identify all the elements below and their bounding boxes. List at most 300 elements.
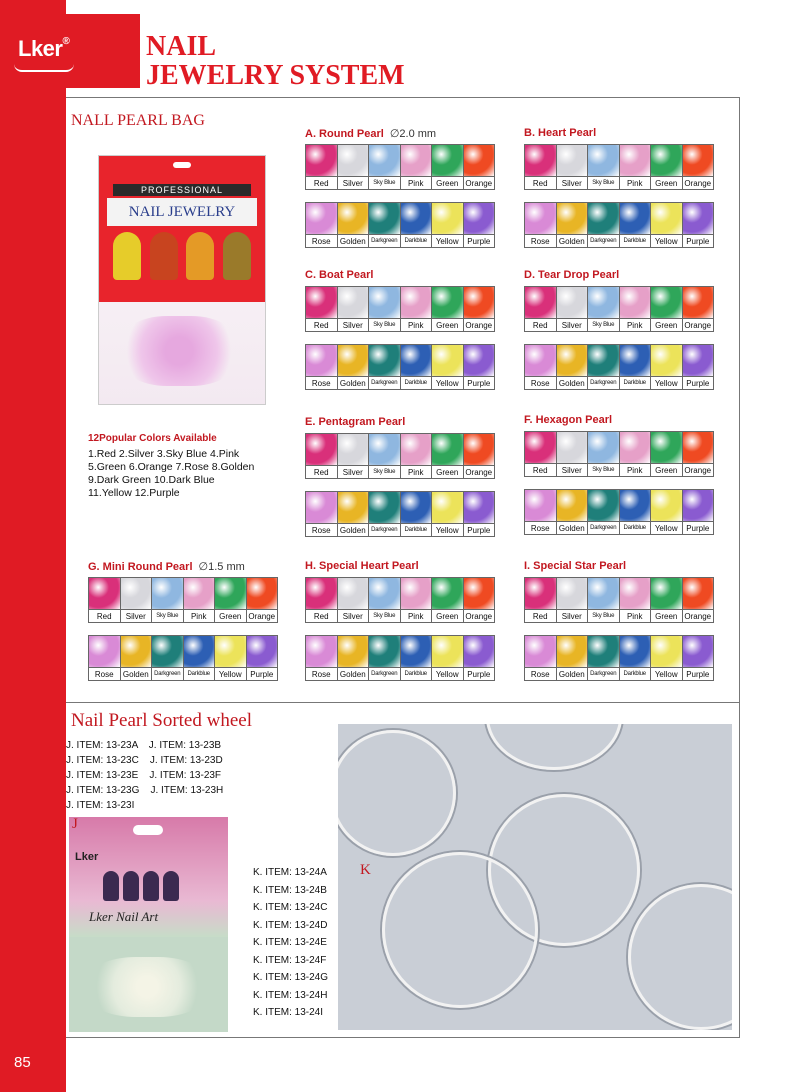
pearl-swatch — [401, 578, 432, 609]
pearl-swatch — [651, 578, 682, 609]
swatch-label: Red — [306, 176, 337, 189]
swatch-label: Pink — [620, 176, 651, 189]
swatch-cell — [464, 203, 495, 247]
pearl-group-title — [524, 269, 619, 281]
pearl-group-name: B. Heart Pearl — [524, 127, 597, 139]
swatch-cell — [620, 203, 652, 247]
pearl-swatch — [464, 492, 495, 523]
pearl-swatch — [432, 434, 463, 465]
swatch-label: Silver — [121, 609, 152, 622]
swatch-label: Silver — [557, 176, 588, 189]
registered-mark: ® — [62, 36, 70, 47]
pearl-swatch — [620, 145, 651, 176]
pearl-swatch — [306, 578, 337, 609]
swatch-label: Red — [525, 609, 556, 622]
pearl-swatch — [683, 490, 714, 521]
pearl-group-name: F. Hexagon Pearl — [524, 414, 613, 426]
section-title-sorted-wheel: Nail Pearl Sorted wheel — [71, 710, 252, 731]
swatch-cell — [306, 287, 338, 331]
swatch-label: Purple — [464, 523, 495, 536]
swatch-row — [88, 577, 278, 623]
swatch-label: Darkblue — [401, 376, 432, 389]
pearl-swatch — [401, 345, 432, 376]
swatch-cell — [432, 492, 464, 536]
pearl-beads-image — [119, 316, 239, 386]
swatch-cell — [525, 203, 557, 247]
swatch-label: Green — [432, 176, 463, 189]
swatch-cell — [306, 145, 338, 189]
swatch-label: Purple — [464, 667, 495, 680]
pearl-swatch — [338, 492, 369, 523]
package-badge: PROFESSIONAL — [113, 184, 251, 196]
pearl-swatch — [525, 490, 556, 521]
pearl-swatch — [651, 145, 682, 176]
swatch-cell — [369, 203, 401, 247]
swatch-label: Purple — [464, 234, 495, 247]
swatch-cell — [184, 578, 216, 622]
swatch-cell — [557, 636, 589, 680]
pearl-swatch — [306, 434, 337, 465]
swatch-cell — [338, 434, 370, 478]
swatch-label: Yellow — [432, 523, 463, 536]
colors-note-line: 11.Yellow 12.Purple — [88, 487, 180, 499]
swatch-cell — [651, 490, 683, 534]
swatch-cell — [525, 345, 557, 389]
swatch-label: Green — [432, 609, 463, 622]
pearl-swatch — [651, 287, 682, 318]
swatch-label: Yellow — [432, 234, 463, 247]
pearl-swatch — [683, 636, 714, 667]
swatch-label: Orange — [683, 463, 714, 476]
pearl-swatch — [152, 578, 183, 609]
swatch-label: Sky Blue — [369, 318, 400, 331]
pearl-swatch — [620, 490, 651, 521]
swatch-label: Golden — [338, 234, 369, 247]
swatch-cell — [369, 434, 401, 478]
swatch-cell — [306, 203, 338, 247]
pearl-swatch — [306, 345, 337, 376]
pearl-swatch — [557, 145, 588, 176]
swatch-cell — [215, 578, 247, 622]
swatch-cell — [525, 145, 557, 189]
pearl-swatch — [338, 345, 369, 376]
pearl-group-title — [524, 127, 596, 139]
swatch-label: Red — [89, 609, 120, 622]
swatch-cell — [89, 578, 121, 622]
swatch-cell — [152, 636, 184, 680]
pearl-swatch — [89, 636, 120, 667]
pearl-swatch — [432, 145, 463, 176]
swatch-cell — [651, 345, 683, 389]
swatch-cell — [369, 636, 401, 680]
swatch-cell — [588, 345, 620, 389]
swatch-label: Rose — [525, 667, 556, 680]
swatch-label: Purple — [683, 521, 714, 534]
swatch-label: Rose — [306, 667, 337, 680]
pearl-group-name: D. Tear Drop Pearl — [524, 269, 620, 281]
pearl-swatch — [683, 345, 714, 376]
swatch-cell — [89, 636, 121, 680]
pearl-swatch — [338, 145, 369, 176]
swatch-row — [524, 577, 714, 623]
pearl-swatch — [369, 345, 400, 376]
swatch-label: Silver — [338, 176, 369, 189]
k-item-line: K. ITEM: 13-24G — [253, 972, 329, 983]
swatch-label: Purple — [683, 234, 714, 247]
pearl-swatch — [306, 203, 337, 234]
pearl-swatch — [683, 287, 714, 318]
title-line-1: NAIL — [146, 31, 217, 62]
swatch-cell — [464, 492, 495, 536]
white-pearl-beads-image — [87, 957, 207, 1017]
nail-image — [163, 871, 179, 901]
swatch-cell — [588, 145, 620, 189]
sorted-wheel-photo — [338, 724, 732, 1030]
pearl-swatch — [620, 578, 651, 609]
swatch-label: Rose — [525, 234, 556, 247]
swatch-label: Sky Blue — [369, 465, 400, 478]
pearl-swatch — [401, 636, 432, 667]
pearl-swatch — [369, 636, 400, 667]
swatch-cell — [306, 345, 338, 389]
j-item-list — [66, 738, 223, 813]
k-item-line: K. ITEM: 13-24C — [253, 902, 328, 913]
swatch-row — [524, 344, 714, 390]
swatch-row — [524, 202, 714, 248]
swatch-cell — [401, 145, 433, 189]
pearl-size: ∅1.5 mm — [198, 561, 245, 573]
pearl-swatch — [588, 345, 619, 376]
swatch-label: Rose — [306, 523, 337, 536]
swatch-cell — [588, 578, 620, 622]
nail-image — [150, 232, 178, 280]
swatch-cell — [620, 145, 652, 189]
swatch-label: Purple — [683, 667, 714, 680]
swatch-cell — [651, 203, 683, 247]
j-item-line: J. ITEM: 13-23C J. ITEM: 13-23D — [66, 755, 223, 766]
pearl-swatch — [525, 432, 556, 463]
swatch-cell — [247, 578, 278, 622]
j-package-nail-art — [103, 871, 183, 901]
swatch-cell — [620, 490, 652, 534]
swatch-cell — [338, 636, 370, 680]
swatch-row — [305, 433, 495, 479]
swatch-label: Sky Blue — [588, 463, 619, 476]
swatch-cell — [401, 287, 433, 331]
swatch-cell — [557, 287, 589, 331]
swatch-cell — [620, 345, 652, 389]
swatch-cell — [683, 203, 714, 247]
swatch-label: Purple — [247, 667, 278, 680]
swatch-label: Orange — [464, 176, 495, 189]
swatch-row — [305, 144, 495, 190]
swatch-cell — [401, 203, 433, 247]
pearl-swatch — [620, 432, 651, 463]
pearl-swatch — [401, 145, 432, 176]
swatch-label: Darkblue — [401, 667, 432, 680]
pearl-group — [524, 127, 716, 253]
swatch-cell — [651, 432, 683, 476]
pearl-swatch — [89, 578, 120, 609]
swatch-cell — [588, 490, 620, 534]
swatch-cell — [620, 432, 652, 476]
swatch-label: Orange — [683, 609, 714, 622]
swatch-cell — [620, 636, 652, 680]
swatch-cell — [683, 636, 714, 680]
hang-hole — [133, 825, 163, 835]
swatch-label: Pink — [620, 609, 651, 622]
swatch-cell — [401, 578, 433, 622]
pearl-swatch — [557, 432, 588, 463]
pearl-swatch — [184, 636, 215, 667]
swatch-cell — [338, 578, 370, 622]
pearl-swatch — [620, 345, 651, 376]
swatch-cell — [557, 345, 589, 389]
pearl-swatch — [369, 492, 400, 523]
swatch-label: Golden — [338, 523, 369, 536]
page-title — [146, 32, 405, 90]
pearl-swatch — [588, 145, 619, 176]
swatch-label: Yellow — [432, 667, 463, 680]
swatch-label: Darkgreen — [588, 376, 619, 389]
swatch-label: Purple — [464, 376, 495, 389]
pearl-swatch — [464, 434, 495, 465]
swatch-cell — [369, 578, 401, 622]
pearl-swatch — [588, 578, 619, 609]
swatch-cell — [306, 434, 338, 478]
swatch-cell — [338, 492, 370, 536]
pearl-group-name: E. Pentagram Pearl — [305, 416, 406, 428]
swatch-label: Darkblue — [620, 521, 651, 534]
swatch-label: Yellow — [215, 667, 246, 680]
swatch-cell — [683, 145, 714, 189]
j-label: J — [72, 816, 78, 832]
pearl-swatch — [306, 636, 337, 667]
swatch-label: Rose — [306, 376, 337, 389]
pearl-swatch — [464, 578, 495, 609]
pearl-swatch — [401, 492, 432, 523]
pearl-swatch — [464, 203, 495, 234]
pearl-swatch — [683, 203, 714, 234]
pearl-swatch — [184, 578, 215, 609]
swatch-label: Red — [306, 465, 337, 478]
pearl-group — [88, 560, 280, 686]
swatch-cell — [683, 578, 714, 622]
swatch-cell — [683, 287, 714, 331]
swatch-label: Rose — [525, 521, 556, 534]
swatch-label: Red — [306, 318, 337, 331]
swatch-cell — [338, 345, 370, 389]
pearl-swatch — [557, 490, 588, 521]
j-item-line: J. ITEM: 13-23I — [66, 800, 135, 811]
pearl-swatch — [432, 636, 463, 667]
swatch-label: Green — [651, 176, 682, 189]
swatch-label: Red — [525, 176, 556, 189]
swatch-label: Darkblue — [401, 234, 432, 247]
swatch-cell — [338, 145, 370, 189]
nail-image — [143, 871, 159, 901]
red-sidebar — [0, 0, 66, 1092]
swatch-label: Pink — [184, 609, 215, 622]
swatch-label: Red — [525, 463, 556, 476]
nail-image — [113, 232, 141, 280]
swatch-label: Pink — [401, 318, 432, 331]
pearl-swatch — [369, 434, 400, 465]
pearl-swatch — [557, 636, 588, 667]
swatch-label: Green — [651, 609, 682, 622]
swatch-cell — [152, 578, 184, 622]
section-title-pearl-bag: NALL PEARL BAG — [71, 112, 205, 129]
pearl-swatch — [464, 287, 495, 318]
colors-note-title: 12Popular Colors Available — [88, 433, 217, 444]
pearl-group — [305, 560, 497, 686]
pearl-swatch — [338, 636, 369, 667]
k-item-line: K. ITEM: 13-24H — [253, 989, 328, 1001]
hang-hole — [173, 162, 191, 168]
swatch-label: Orange — [683, 176, 714, 189]
pearl-group-name: G. Mini Round Pearl — [88, 561, 193, 573]
pearl-swatch — [432, 492, 463, 523]
sorted-wheel-image — [486, 724, 622, 770]
pearl-group — [524, 560, 716, 686]
pearl-swatch — [620, 203, 651, 234]
k-label: K — [360, 862, 371, 878]
swatch-cell — [620, 287, 652, 331]
swatch-label: Pink — [401, 176, 432, 189]
sorted-wheel-image — [338, 730, 456, 856]
package-header — [99, 156, 265, 302]
pearl-swatch — [432, 203, 463, 234]
swatch-label: Silver — [338, 318, 369, 331]
swatch-label: Sky Blue — [588, 176, 619, 189]
swatch-label: Yellow — [651, 376, 682, 389]
swatch-label: Sky Blue — [588, 318, 619, 331]
swatch-row — [524, 635, 714, 681]
k-item-list — [253, 864, 328, 1022]
pearl-swatch — [215, 636, 246, 667]
swatch-cell — [651, 287, 683, 331]
colors-note-line: 5.Green 6.Orange 7.Rose 8.Golden — [88, 461, 255, 473]
pearl-swatch — [369, 287, 400, 318]
pearl-swatch — [121, 636, 152, 667]
swatch-cell — [432, 636, 464, 680]
pearl-swatch — [525, 636, 556, 667]
pearl-group-title — [88, 560, 245, 573]
swatch-label: Sky Blue — [588, 609, 619, 622]
swatch-row — [305, 491, 495, 537]
swatch-label: Darkgreen — [369, 667, 400, 680]
swatch-label: Silver — [557, 609, 588, 622]
j-item-line: J. ITEM: 13-23E J. ITEM: 13-23F — [66, 770, 222, 781]
pearl-swatch — [432, 578, 463, 609]
pearl-swatch — [401, 434, 432, 465]
product-package-photo — [98, 155, 266, 405]
swatch-cell — [651, 636, 683, 680]
swatch-label: Golden — [557, 376, 588, 389]
swatch-cell — [683, 432, 714, 476]
swatch-label: Yellow — [651, 667, 682, 680]
swatch-cell — [184, 636, 216, 680]
swatch-cell — [525, 432, 557, 476]
swatch-label: Sky Blue — [152, 609, 183, 622]
swatch-label: Golden — [338, 376, 369, 389]
pearl-swatch — [464, 145, 495, 176]
swatch-label: Pink — [401, 465, 432, 478]
swatch-label: Orange — [464, 609, 495, 622]
swatch-cell — [432, 434, 464, 478]
k-item-line: K. ITEM: 13-24F — [253, 954, 327, 966]
swatch-cell — [464, 287, 495, 331]
swatch-row — [88, 635, 278, 681]
swatch-cell — [588, 636, 620, 680]
pearl-swatch — [369, 203, 400, 234]
swatch-label: Yellow — [651, 234, 682, 247]
pearl-group-name: H. Special Heart Pearl — [305, 560, 419, 572]
pearl-group-name: A. Round Pearl — [305, 128, 384, 140]
pearl-swatch — [651, 203, 682, 234]
pearl-group — [305, 269, 497, 395]
pearl-swatch — [369, 145, 400, 176]
nail-image — [123, 871, 139, 901]
swatch-cell — [464, 636, 495, 680]
pearl-group-title — [305, 127, 436, 140]
swatch-cell — [464, 345, 495, 389]
package-nail-art — [113, 232, 251, 280]
swatch-cell — [557, 203, 589, 247]
pearl-swatch — [247, 636, 278, 667]
swatch-label: Red — [306, 609, 337, 622]
swatch-cell — [432, 345, 464, 389]
pearl-swatch — [588, 432, 619, 463]
swatch-row — [305, 202, 495, 248]
pearl-swatch — [588, 287, 619, 318]
pearl-group-name: I. Special Star Pearl — [524, 560, 627, 572]
swatch-label: Silver — [557, 318, 588, 331]
pearl-group-name: C. Boat Pearl — [305, 269, 374, 281]
nail-image — [103, 871, 119, 901]
pearl-swatch — [338, 434, 369, 465]
swatch-row — [305, 635, 495, 681]
swatch-label: Orange — [683, 318, 714, 331]
swatch-label: Sky Blue — [369, 176, 400, 189]
swatch-cell — [525, 490, 557, 534]
swatch-label: Sky Blue — [369, 609, 400, 622]
swatch-cell — [369, 492, 401, 536]
swatch-label: Darkblue — [401, 523, 432, 536]
colors-note-list — [88, 448, 254, 500]
swatch-label: Golden — [338, 667, 369, 680]
pearl-swatch — [651, 490, 682, 521]
swatch-label: Green — [651, 318, 682, 331]
swatch-cell — [464, 434, 495, 478]
swatch-cell — [306, 636, 338, 680]
pearl-swatch — [338, 578, 369, 609]
k-item-line: K. ITEM: 13-24B — [253, 884, 327, 896]
swatch-label: Darkgreen — [369, 376, 400, 389]
pearl-swatch — [432, 345, 463, 376]
pearl-swatch — [525, 345, 556, 376]
j-item-line: J. ITEM: 13-23A J. ITEM: 13-23B — [66, 740, 222, 751]
pearl-swatch — [306, 492, 337, 523]
pearl-swatch — [464, 345, 495, 376]
swatch-label: Darkblue — [620, 234, 651, 247]
pearl-swatch — [651, 432, 682, 463]
swatch-row — [305, 577, 495, 623]
swatch-cell — [306, 492, 338, 536]
swatch-label: Pink — [620, 463, 651, 476]
pearl-swatch — [525, 145, 556, 176]
pearl-group — [524, 269, 716, 395]
